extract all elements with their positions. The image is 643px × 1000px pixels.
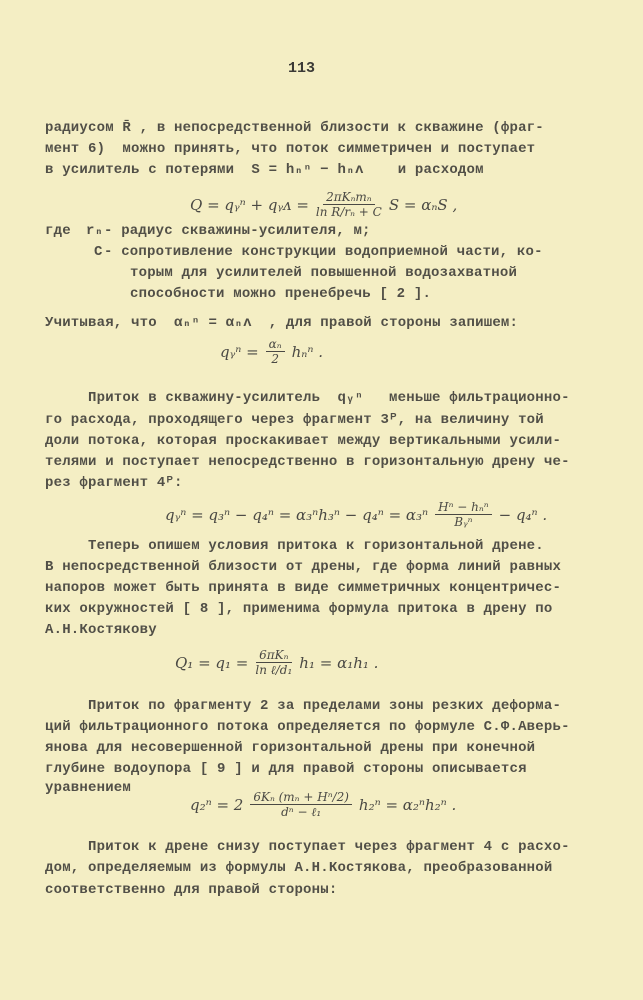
formula-left: Q = qᵧⁿ + qᵧᴧ = [190, 195, 309, 214]
denominator: 2 [271, 352, 279, 366]
text-line: соответственно для правой стороны: [45, 882, 338, 898]
text-line: в усилитель с потерями S = hₙⁿ − hₙᴧ и расходом [45, 162, 484, 178]
numerator: 2πKₙmₙ [323, 190, 375, 205]
where-label: где [45, 223, 71, 239]
text-line: глубине водоупора [ 9 ] и для правой стороны описывается [45, 761, 527, 777]
formula-qy [220, 337, 323, 366]
text-line: Учитывая, что αₙⁿ = αₙᴧ , для правой стороны запишем: [45, 315, 519, 331]
denominator: ln R/rₙ + C [315, 205, 382, 219]
formula-left: q₂ⁿ = 2 [190, 795, 244, 814]
fraction [266, 337, 285, 366]
numerator: 6πKₙ [256, 648, 291, 663]
formula-right: − q₄ⁿ . [498, 505, 548, 524]
formula-left: qᵧⁿ = q₃ⁿ − q₄ⁿ = α₃ⁿh₃ⁿ − q₄ⁿ = α₃ⁿ [165, 505, 429, 524]
definition: - сопротивление конструкции водоприемной части, ко- [104, 244, 543, 260]
denominator: ln ℓ/d₁ [255, 663, 293, 677]
page-number: 113 [288, 60, 316, 77]
text-line: телями и поступает непосредственно в горизонтальную дрену че- [45, 454, 570, 470]
text-line: дом, определяемым из формулы А.Н.Костякова, преобразованной [45, 860, 553, 876]
text-line: радиусом R̄ , в непосредственной близости к скважине (фраг- [45, 120, 544, 136]
numerator: αₙ [266, 337, 285, 352]
definition: - радиус скважины-усилителя, м; [104, 223, 371, 239]
formula-averyanov [190, 790, 456, 819]
text-line: ций фильтрационного потока определяется по формуле С.Ф.Аверь- [45, 719, 570, 735]
fraction [316, 190, 382, 219]
text-line: Теперь опишем условия притока к горизонтальной дрене. [88, 538, 544, 554]
definition-cont: способности можно пренебречь [ 2 ]. [130, 286, 432, 302]
numerator: Hⁿ − hₙⁿ [435, 500, 491, 515]
denominator: dⁿ − ℓ₁ [281, 805, 322, 819]
symbol: rₙ [86, 223, 104, 239]
fraction [255, 648, 292, 677]
formula-kostyakov [175, 648, 378, 677]
symbol: C [94, 244, 103, 260]
numerator: 6Kₙ (mₙ + Hⁿ/2) [250, 790, 352, 805]
formula-right: S = αₙS , [388, 195, 458, 214]
definition-cont: торым для усилителей повышенной водозахватной [130, 265, 518, 281]
text-line: Приток по фрагменту 2 за пределами зоны резких деформа- [88, 698, 562, 714]
text-line: Приток к дрене снизу поступает через фрагмент 4 с расхо- [88, 839, 570, 855]
text-line: напоров может быть принята в виде симметричных концентричес- [45, 580, 562, 596]
text-line: мент 6) можно принять, что поток симметричен и поступает [45, 141, 536, 157]
denominator: Bᵧⁿ [454, 515, 473, 529]
text-line: рез фрагмент 4ᴾ: [45, 475, 183, 491]
formula-right: hₙⁿ . [291, 342, 323, 361]
fraction [435, 500, 491, 529]
text-line: доли потока, которая проскакивает между вертикальными усили- [45, 433, 562, 449]
formula-right: h₁ = α₁h₁ . [299, 653, 379, 672]
text-line: А.Н.Костякову [45, 622, 157, 638]
formula-right: h₂ⁿ = α₂ⁿh₂ⁿ . [358, 795, 457, 814]
formula-left: Q₁ = q₁ = [175, 653, 249, 672]
text-line: янова для несовершенной горизонтальной дрены при конечной [45, 740, 536, 756]
text-line: Приток в скважину-усилитель qᵧⁿ меньше фильтрационно- [88, 390, 570, 406]
text-line: ких окружностей [ 8 ], применима формула притока в дрену по [45, 601, 553, 617]
text-line: уравнением [45, 780, 132, 796]
text-line: го расхода, проходящего через фрагмент 3ᴾ, на величину той [45, 412, 544, 428]
formula-discharge [190, 190, 457, 219]
formula-inflow [165, 500, 547, 529]
formula-left: qᵧⁿ = [220, 342, 259, 361]
text-line: В непосредственной близости от дрены, где форма линий равных [45, 559, 562, 575]
fraction [250, 790, 352, 819]
